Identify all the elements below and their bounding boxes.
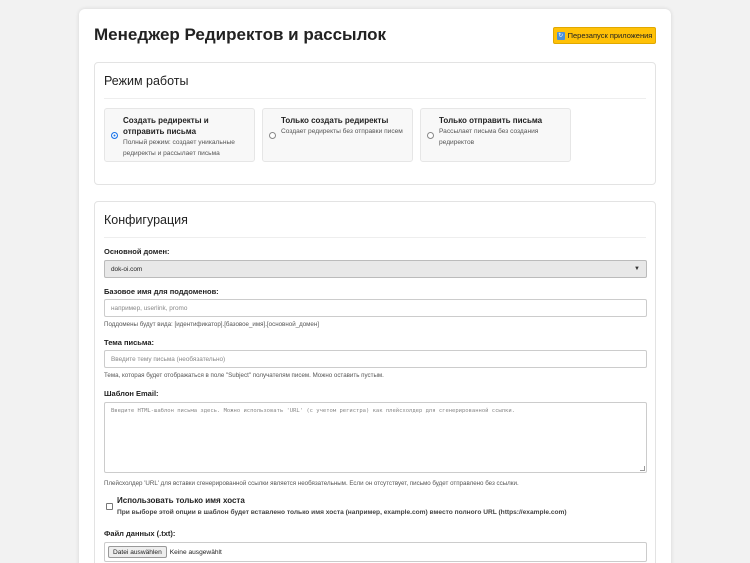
template-label: Шаблон Email: [104,389,159,398]
file-status: Keine ausgewählt [169,548,222,556]
divider [104,237,646,238]
choose-file-button[interactable]: Datei auswählen [108,546,167,558]
hostname-checkbox[interactable] [106,503,113,510]
config-title: Конфигурация [104,213,188,227]
mode-option-desc: Создает редиректы без отправки писем [281,128,403,135]
hostname-label: Использовать только имя хоста [117,496,245,505]
mode-option-full[interactable] [104,108,255,162]
refresh-icon: ↻ [558,32,564,39]
template-textarea[interactable] [104,402,647,473]
mode-option-desc: Рассылает письма без создания редиректов [439,128,539,146]
header [79,9,671,59]
divider [104,98,646,99]
chevron-down-icon: ▼ [634,266,640,272]
radio-full[interactable] [111,132,118,139]
domain-value: dok-oi.com [111,265,143,273]
mode-option-emails-only[interactable] [420,108,571,162]
subject-placeholder: Введите тему письма (необязательно) [111,355,226,363]
config-card [94,201,656,563]
subdomain-hint: Поддомены будут вида: [идентификатор].[базовое_имя].[основной_домен] [104,321,319,328]
mode-card [94,62,656,185]
mode-option-redirects-only[interactable] [262,108,413,162]
template-placeholder: Введите HTML-шаблон письма здесь. Можно использовать 'URL' (с учетом регистра) как плейсхолдер для сгенерированной ссылки. [111,408,515,414]
subdomain-input[interactable] [104,299,647,317]
domain-select[interactable] [104,260,647,278]
page-title: Менеджер Редиректов и рассылок [94,25,387,44]
file-input[interactable] [104,542,647,562]
hostname-desc: При выборе этой опции в шаблон будет вставлено только имя хоста (например, example.com) вместо полного URL (https://example.com) [117,509,567,516]
mode-option-desc: Полный режим: создает уникальные редиректы и рассылает письма [123,139,235,157]
main-container [79,9,671,563]
subject-label: Тема письма: [104,338,155,347]
resize-grip-icon[interactable] [640,466,645,471]
file-label: Файл данных (.txt): [104,529,176,538]
mode-option-title: Только создать редиректы [281,116,389,125]
restart-app-button[interactable] [553,27,656,44]
radio-emails-only[interactable] [427,132,434,139]
template-hint: Плейсхолдер 'URL' для вставки сгенерированной ссылки является необязательным. Если он отсутствует, письмо будет отправлено без ссылки. [104,480,519,487]
subject-hint: Тема, которая будет отображаться в поле "Subject" получателям писем. Можно оставить пустым. [104,372,384,379]
subject-input[interactable] [104,350,647,368]
mode-option-title: Только отправить письма [439,116,543,125]
mode-title: Режим работы [104,74,189,88]
domain-label: Основной домен: [104,247,170,256]
subdomain-placeholder: например, userlink, promo [111,304,188,312]
radio-redirects-only[interactable] [269,132,276,139]
subdomain-label: Базовое имя для поддоменов: [104,287,219,296]
restart-app-label: Перезапуск приложения [567,31,653,40]
mode-option-title: Создать редиректы и отправить письма [123,116,209,136]
